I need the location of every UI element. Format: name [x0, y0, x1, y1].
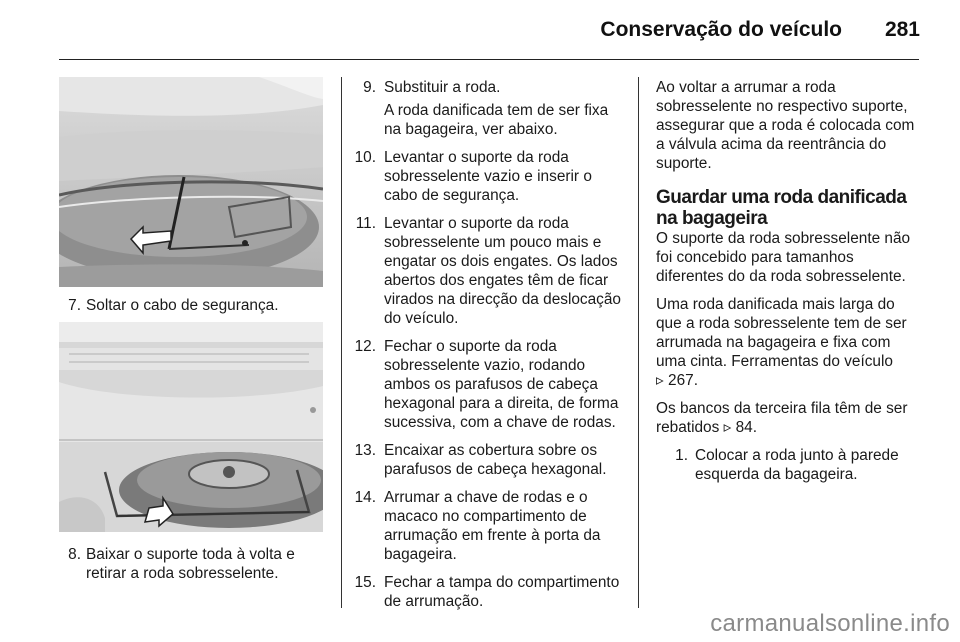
- step-11: [342, 214, 626, 328]
- step-9: [342, 78, 626, 139]
- step-text: Fechar a tampa do compartimento de arrumação.: [384, 574, 620, 610]
- page-number: 281: [884, 18, 920, 41]
- watermark: carmanualsonline.info: [710, 610, 950, 637]
- page-ref-267[interactable]: 267: [668, 372, 694, 389]
- paragraph-1: O suporte da roda sobresselente não foi concebido para tamanhos diferentes do da roda sobresselente.: [656, 230, 911, 285]
- step-text: Encaixar as cobertura sobre os parafusos de cabeça hexagonal.: [384, 442, 607, 478]
- step-text: Levantar o suporte da roda sobresselente um pouco mais e engatar os dois engates. Os lados abertos dos engates têm de ficar virados na direcção da deslocação do veículo.: [384, 215, 621, 327]
- step-number: 1.: [675, 447, 688, 464]
- step-8: [59, 545, 329, 583]
- step-text: Soltar o cabo de segurança.: [86, 297, 279, 314]
- section-heading: Guardar uma roda danificada na bagageira: [656, 187, 907, 229]
- step-text: Substituir a roda.: [384, 79, 501, 96]
- paragraph-3-text: Os bancos da terceira fila têm de ser rebatidos: [656, 400, 908, 436]
- step-number: 12.: [354, 338, 376, 355]
- illustration-lower-spare-wheel: [59, 322, 323, 532]
- paragraph-3-end: .: [752, 419, 758, 436]
- paragraph-2-text: Uma roda danificada mais larga do que a roda sobresselente tem de ser arrumada na bagageira e fixa com uma cinta. Ferramentas do veículo: [656, 296, 907, 370]
- step-number: 11.: [355, 215, 376, 232]
- step-text: Baixar o suporte toda à volta e retirar a roda sobresselente.: [86, 546, 295, 582]
- step-1: [668, 446, 922, 484]
- step-number: 9.: [363, 79, 376, 96]
- step-text: Arrumar a chave de rodas e o macaco no compartimento de arrumação em frente à porta da bagageira.: [384, 489, 601, 563]
- step-number: 13.: [354, 442, 376, 459]
- step-13: [342, 441, 626, 479]
- page-ref-84[interactable]: 84: [735, 419, 753, 436]
- step-number: 8.: [68, 546, 81, 563]
- page-ref-icon[interactable]: ▹: [656, 372, 664, 389]
- step-text: Fechar o suporte da roda sobresselente vazio, rodando ambos os parafusos de cabeça hexagonal para a direita, de forma sucessiva, com a chave de rodas.: [384, 338, 619, 431]
- step-text: Colocar a roda junto à parede esquerda da bagageira.: [695, 447, 899, 483]
- step-15: [342, 573, 626, 611]
- page-title: Conservação do veículo: [600, 18, 842, 41]
- column1-step7-block: [59, 296, 329, 324]
- page-ref-icon[interactable]: ▹: [723, 419, 732, 436]
- step-number: 7.: [68, 297, 81, 314]
- paragraph-2: [656, 295, 922, 390]
- step-number: 10.: [354, 149, 376, 166]
- intro-paragraph: Ao voltar a arrumar a roda sobresselente no respectivo suporte, assegurar que a roda é colocada com a válvula acima da reentrância do suporte.: [656, 79, 915, 172]
- column3-content: [656, 78, 922, 493]
- step-subtext: A roda danificada tem de ser fixa na bagageira, ver abaixo.: [384, 102, 609, 138]
- step-7: [59, 296, 329, 315]
- illustration-safety-cable: [59, 77, 323, 287]
- step-12: [342, 337, 626, 432]
- step-14: [342, 488, 626, 564]
- paragraph-3: [656, 399, 922, 437]
- step-10: [342, 148, 626, 205]
- column1-step8-block: [59, 545, 329, 592]
- step-number: 14.: [354, 489, 376, 506]
- step-number: 15.: [354, 574, 376, 591]
- column2-steps: [342, 78, 626, 620]
- paragraph-2-end: .: [693, 372, 698, 389]
- column-divider-right: [638, 77, 639, 608]
- step-text: Levantar o suporte da roda sobresselente vazio e inserir o cabo de segurança.: [384, 149, 592, 204]
- header-rule: [59, 59, 919, 60]
